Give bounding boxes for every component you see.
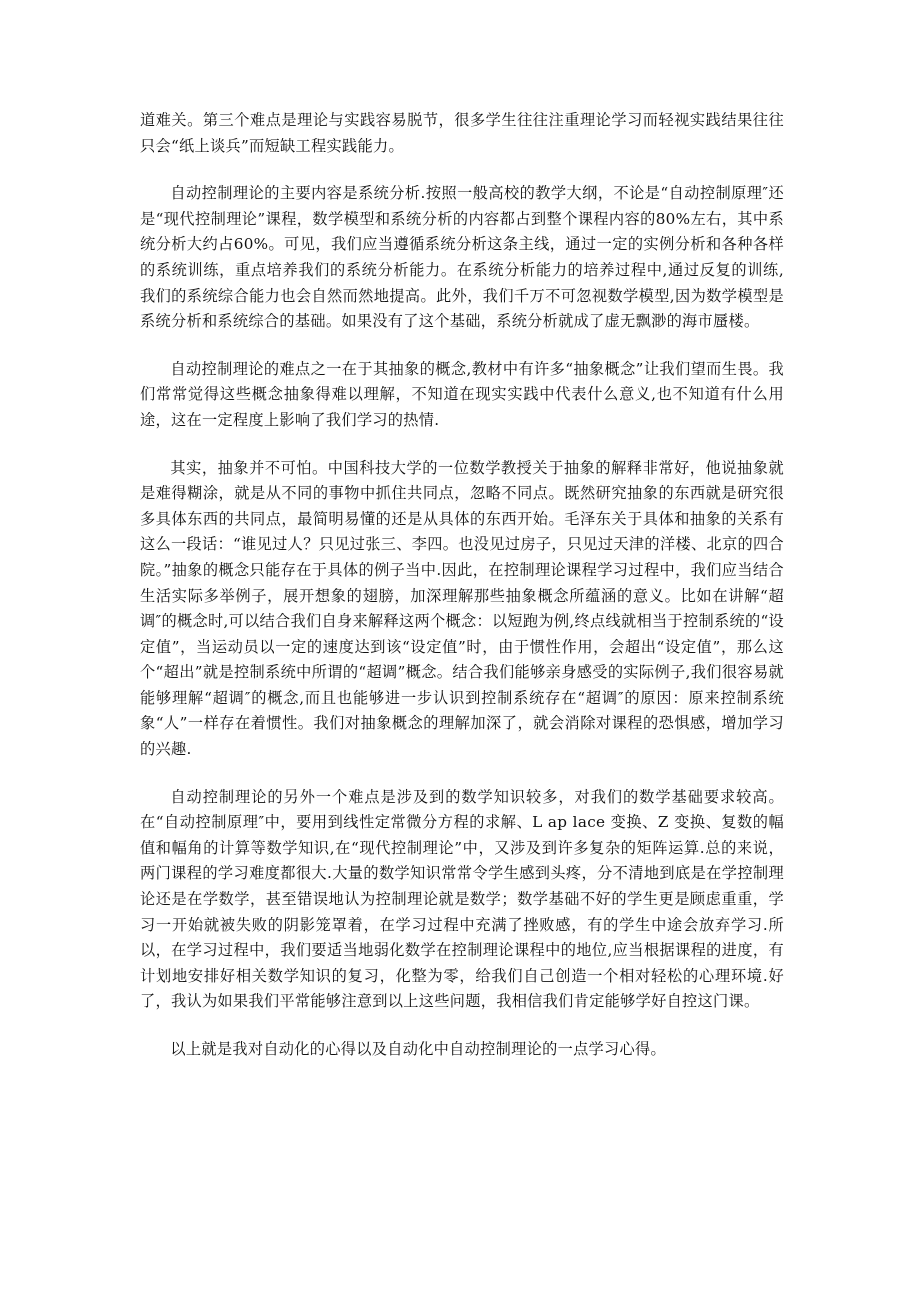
paragraph-6: 以上就是我对自动化的心得以及自动化中自动控制理论的一点学习心得。 [170, 1040, 666, 1058]
paragraph-3: 自动控制理论的难点之一在于其抽象的概念,教材中有许多“抽象概念”让我们望而生畏。我们常常觉得这些概念抽象得难以理解，不知道在现实实践中代表什么意义,也不知道有什么用途，这在一定程度上影响了我们学习的热情. [140, 359, 784, 429]
paragraph-5: 自动控制理论的另外一个难点是涉及到的数学知识较多，对我们的数学基础要求较高。在“自动控制原理″中，要用到线性定常微分方程的求解、L ap lace 变换、Z 变换、复数的幅值和幅角的计算等数学知识,在“现代控制理论”中，又涉及到许多复杂的矩阵运算.总的来说，两门课程的学习难度都很大.大量的数学知识常常令学生感到头疼，分不清地到底是在学控制理论还是在学数学，甚至错误地认为控制理论就是数学；数学基础不好的学生更是顾虑重重，学习一开始就被失败的阴影笼罩着，在学习过程中充满了挫败感，有的学生中途会放弃学习.所以，在学习过程中，我们要适当地弱化数学在控制理论课程中的地位,应当根据课程的进度，有计划地安排好相关数学知识的复习，化整为零，给我们自己创造一个相对轻松的心理环境.好了，我认为如果我们平常能够注意到以上这些问题，我相信我们肯定能够学好自控这门课。 [140, 787, 784, 1011]
document-body [140, 108, 784, 1085]
paragraph-1: 道难关。第三个难点是理论与实践容易脱节，很多学生往往注重理论学习而轻视实践结果往往只会“纸上谈兵”而短缺工程实践能力。 [140, 111, 784, 155]
paragraph-2: 自动控制理论的主要内容是系统分析.按照一般高校的教学大纲，不论是“自动控制原理″还是“现代控制理论”课程，数学模型和系统分析的内容都占到整个课程内容的80%左右，其中系统分析大约占60%。可见，我们应当遵循系统分析这条主线，通过一定的实例分析和各种各样的系统训练，重点培养我们的系统分析能力。在系统分析能力的培养过程中,通过反复的训练,我们的系统综合能力也会自然而然地提高。此外，我们千万不可忽视数学模型,因为数学模型是系统分析和系统综合的基础。如果没有了这个基础，系统分析就成了虚无飘渺的海市蜃楼。 [140, 184, 784, 331]
paragraph-4: 其实，抽象并不可怕。中国科技大学的一位数学教授关于抽象的解释非常好，他说抽象就是难得糊涂，就是从不同的事物中抓住共同点，忽略不同点。既然研究抽象的东西就是研究很多具体东西的共同点，最简明易懂的还是从具体的东西开始。毛泽东关于具体和抽象的关系有这么一段话：“谁见过人？只见过张三、李四。也没见过房子，只见过天津的洋楼、北京的四合院。”抽象的概念只能存在于具体的例子当中.因此，在控制理论课程学习过程中，我们应当结合生活实际多举例子，展开想象的翅膀，加深理解那些抽象概念所蕴涵的意义。比如在讲解“超调″的概念时,可以结合我们自身来解释这两个概念：以短跑为例,终点线就相当于控制系统的“设定值”，当运动员以一定的速度达到该“设定值”时，由于惯性作用，会超出“设定值”，那么这个“超出”就是控制系统中所谓的“超调”概念。结合我们能够亲身感受的实际例子,我们很容易就能够理解“超调″的概念,而且也能够进一步认识到控制系统存在“超调″的原因：原来控制系统象“人”一样存在着惯性。我们对抽象概念的理解加深了，就会消除对课程的恐惧感，增加学习的兴趣. [140, 458, 784, 759]
